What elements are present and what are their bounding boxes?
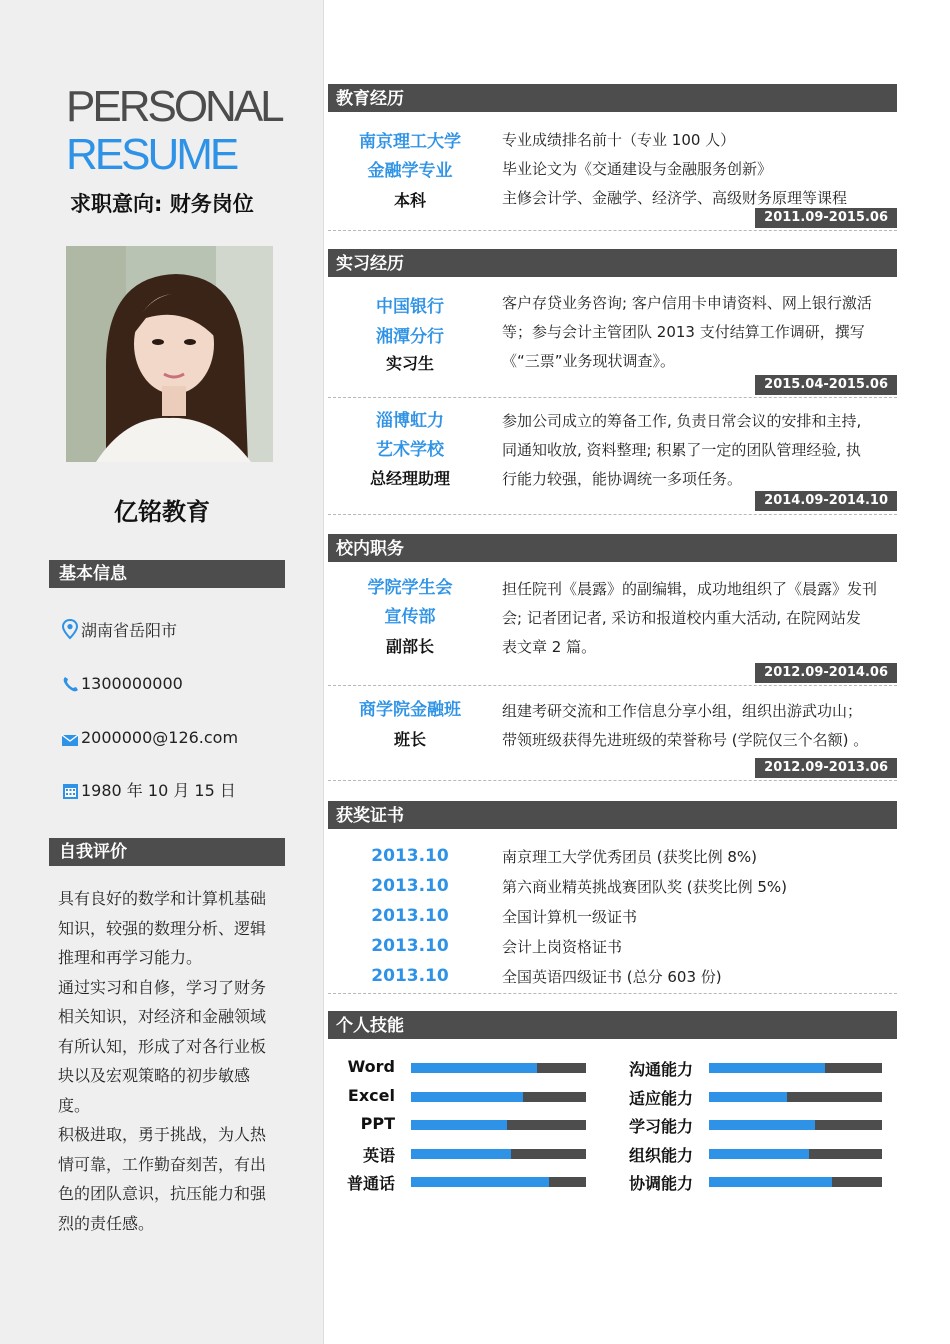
skill-bar-track [411,1092,586,1102]
skill-bar-track [709,1149,882,1159]
campus-org-block [330,696,490,754]
education-line: 主修会计学、金融学、经济学、高级财务原理等课程 [502,189,848,207]
divider [328,397,897,398]
internship-org-block [330,292,490,376]
internship-branch: 艺术学校 [376,440,444,460]
internship-line: 等；参与会计主管团队 2013 支付结算工作调研，撰写 [502,323,865,341]
award-name: 南京理工大学优秀团员 (获奖比例 8%) [502,848,758,866]
campus-line: 表文章 2 篇。 [502,638,597,656]
divider [328,685,897,686]
skills-header: 个人技能 [328,1011,897,1039]
campus-role: 副部长 [385,637,434,656]
award-date: 2013.10 [371,876,449,896]
self-eval-paragraph: 具有良好的数学和计算机基础知识，较强的数理分析、逻辑推理和再学习能力。 [58,889,267,967]
education-line: 专业成绩排名前十（专业 100 人） [502,131,736,149]
phone-icon [60,672,80,694]
award-name: 第六商业精英挑战赛团队奖 (获奖比例 5%) [502,878,788,896]
internship-details [502,289,892,376]
calendar-icon [60,778,80,800]
skill-bar-track [709,1177,882,1187]
divider [328,230,897,231]
skill-label: Word [347,1057,395,1076]
award-date: 2013.10 [371,936,449,956]
location-pin-icon [60,618,80,640]
award-name: 会计上岗资格证书 [502,938,623,956]
skill-bar-fill [411,1092,523,1102]
internship-details [502,407,892,494]
education-school: 南京理工大学 [359,132,461,152]
skill-bar-track [411,1063,586,1073]
email-text: 2000000@126.com [81,727,239,747]
self-eval-text [58,884,280,1238]
birthday-text: 1980 年 10 月 15 日 [81,780,236,800]
award-name: 全国计算机一级证书 [502,908,638,926]
education-header: 教育经历 [328,84,897,112]
campus-org-block [330,574,490,661]
campus-details [502,575,892,662]
skill-label: 协调能力 [628,1174,693,1193]
skill-bar-fill [411,1063,537,1073]
skill-bar-fill [709,1120,815,1130]
education-details [502,126,892,213]
contact-birthday [60,777,236,801]
campus-header: 校内职务 [328,534,897,562]
mail-icon [60,726,80,748]
self-eval-paragraph: 积极进取，勇于挑战，为人热情可靠，工作勤奋刻苦，有出色的团队意识，抗压能力和强烈的责任感。 [58,1125,267,1233]
job-target: 求职意向: 财务岗位 [70,192,254,216]
logo-personal-text: PERSONAL [66,82,282,131]
left-sidebar [0,0,324,1344]
skill-label: 沟通能力 [628,1060,693,1079]
contact-email [60,725,238,749]
award-date: 2013.10 [371,966,449,986]
phone-text: 1300000000 [81,673,183,693]
skill-label: 适应能力 [628,1088,693,1108]
skill-bar-fill [709,1177,832,1187]
internship-line: 客户存贷业务咨询; 客户信用卡申请资料、网上银行激活 [502,294,872,312]
skill-bar-fill [709,1149,809,1159]
internship-date: 2014.09-2014.10 [755,491,897,511]
divider [328,993,897,994]
divider [328,514,897,515]
internship-branch: 湘潭分行 [376,327,444,347]
campus-role: 班长 [393,730,426,749]
award-date: 2013.10 [371,846,449,866]
campus-org: 商学院金融班 [359,700,461,720]
campus-org: 学院学生会 [367,578,453,598]
education-line: 毕业论文为《交通建设与金融服务创新》 [502,160,773,178]
internship-line: 行能力较强，能协调统一多项任务。 [502,470,743,488]
award-date: 2013.10 [371,906,449,926]
campus-details [502,697,892,755]
campus-line: 会; 记者团记者, 采访和报道校内重大活动, 在院网站发 [502,609,861,627]
skill-label: 组织能力 [628,1145,693,1165]
contact-phone [60,671,183,695]
skill-bar-track [411,1149,586,1159]
internship-line: 同通知收放, 资料整理; 积累了一定的团队管理经验, 执 [502,441,861,459]
org-name: 亿铭教育 [114,498,210,526]
skill-label: 英语 [362,1145,395,1165]
skill-bar-fill [411,1177,549,1187]
basic-info-header: 基本信息 [49,560,285,588]
skill-label: Excel [347,1085,395,1105]
skill-bar-track [411,1120,586,1130]
internship-role: 总经理助理 [369,469,450,488]
skill-label: 学习能力 [628,1117,693,1136]
skill-bar-track [709,1120,882,1130]
self-eval-header: 自我评价 [49,838,285,866]
skill-bar-fill [411,1149,511,1159]
internship-org: 淄博虹力 [376,411,444,431]
education-school-block [330,128,490,215]
internship-org: 中国银行 [376,297,444,317]
internship-header: 实习经历 [328,249,897,277]
portrait-illustration [66,246,273,462]
campus-dept: 宣传部 [384,607,436,627]
skill-bar-track [709,1063,882,1073]
education-date: 2011.09-2015.06 [755,208,897,228]
address-text: 湖南省岳阳市 [81,620,178,640]
internship-org-block [330,407,490,493]
campus-date: 2012.09-2013.06 [755,758,897,778]
internship-role: 实习生 [385,354,434,373]
campus-line: 担任院刊《晨露》的副编辑，成功地组织了《晨露》发刊 [502,580,878,598]
skill-bar-track [411,1177,586,1187]
skill-bar-fill [411,1120,507,1130]
logo-resume-text: RESUME [66,130,237,179]
internship-line: 《“三票”业务现状调查》。 [502,352,676,370]
divider [328,780,897,781]
skill-bar-fill [709,1063,825,1073]
education-major: 金融学专业 [367,161,453,181]
skill-bar-fill [709,1092,787,1102]
skill-label: PPT [360,1114,395,1133]
self-eval-paragraph: 通过实习和自修，学习了财务相关知识，对经济和金融领域有所认知，形成了对各行业板块以及宏观策略的初步敏感度。 [58,977,267,1115]
campus-line: 带领班级获得先进班级的荣誉称号 (学院仅三个名额) 。 [502,731,869,749]
awards-header: 获奖证书 [328,801,897,829]
internship-date: 2015.04-2015.06 [755,375,897,395]
education-degree: 本科 [393,191,426,210]
award-name: 全国英语四级证书 (总分 603 份) [502,968,722,986]
internship-line: 参加公司成立的筹备工作, 负责日常会议的安排和主持, [502,412,862,430]
skill-label: 普通话 [346,1174,395,1193]
contact-address [60,617,177,641]
skill-bar-track [709,1092,882,1102]
campus-line: 组建考研交流和工作信息分享小组，组织出游武功山； [502,702,863,720]
profile-photo [66,246,273,462]
campus-date: 2012.09-2014.06 [755,663,897,683]
